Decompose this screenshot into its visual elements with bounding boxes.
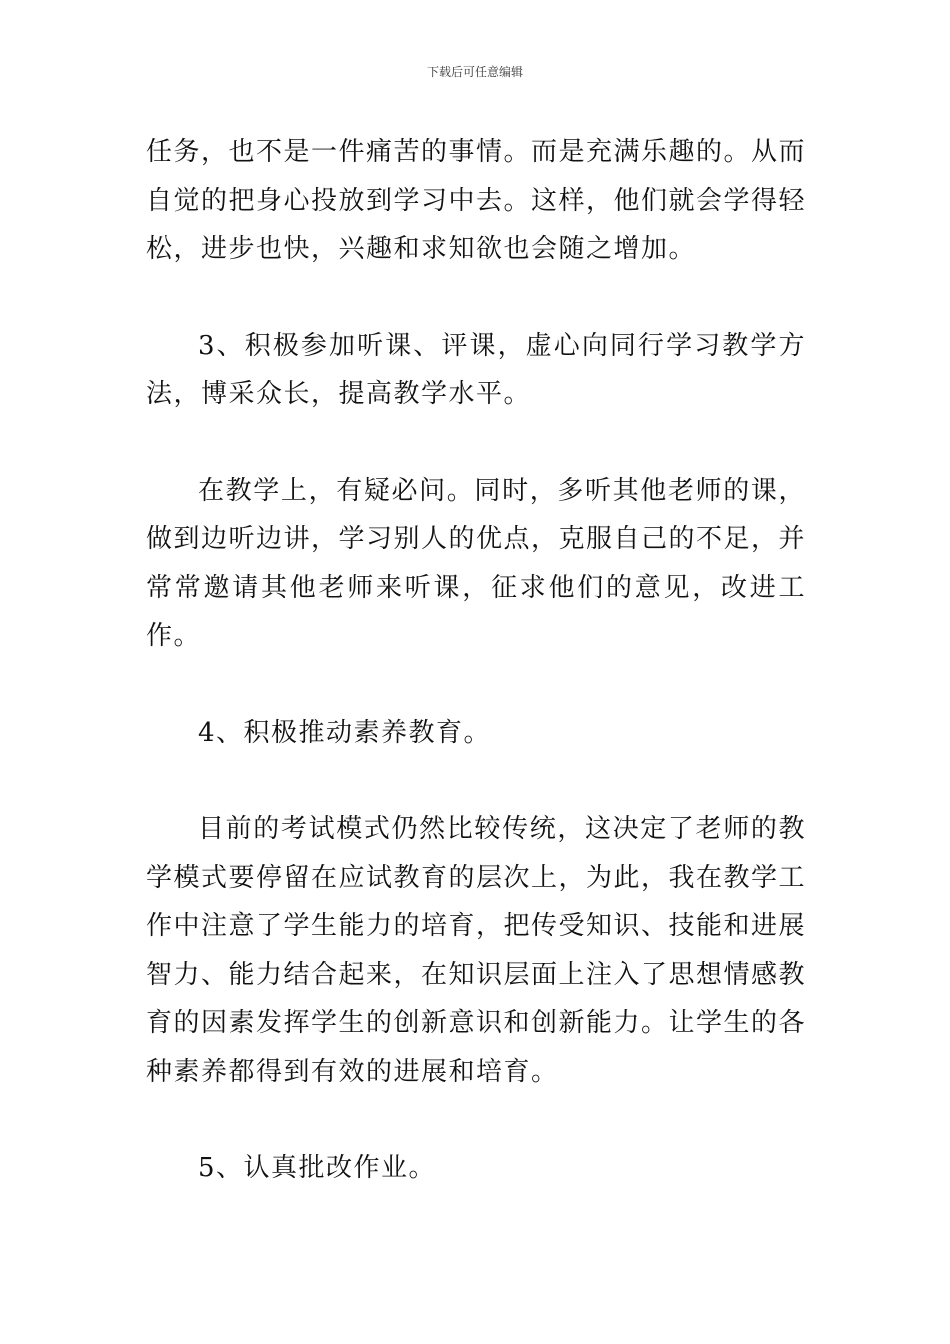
paragraph-item-3: 3、积极参加听课、评课，虚心向同行学习教学方法，博采众长，提高教学水平。 <box>146 330 806 409</box>
paragraph-item-4: 4、积极推动素养教育。 <box>198 717 492 748</box>
paragraph-exam-mode: 目前的考试模式仍然比较传统，这决定了老师的教学模式要停留在应试教育的层次上，为此，我在教学工作中注意了学生能力的培育，把传受知识、技能和进展智力、能力结合起来，在知识层面上注入了思想情感教育的因素发挥学生的创新意识和创新能力。让学生的各种素养都得到有效的进展和培育。 <box>146 814 807 1087</box>
page-header: 下载后可任意编辑 <box>426 65 523 79</box>
paragraph-teaching-practice: 在教学上，有疑必问。同时，多听其他老师的课，做到边听边讲，学习别人的优点，克服自己的不足，并常常邀请其他老师来听课，征求他们的意见，改进工作。 <box>146 475 807 651</box>
paragraph-item-5: 5、认真批改作业。 <box>198 1153 437 1183</box>
document-body <box>146 128 806 1193</box>
paragraph-continuation: 任务，也不是一件痛苦的事情。而是充满乐趣的。从而自觉的把身心投放到学习中去。这样，他们就会学得轻松，进步也快，兴趣和求知欲也会随之增加。 <box>146 137 807 264</box>
